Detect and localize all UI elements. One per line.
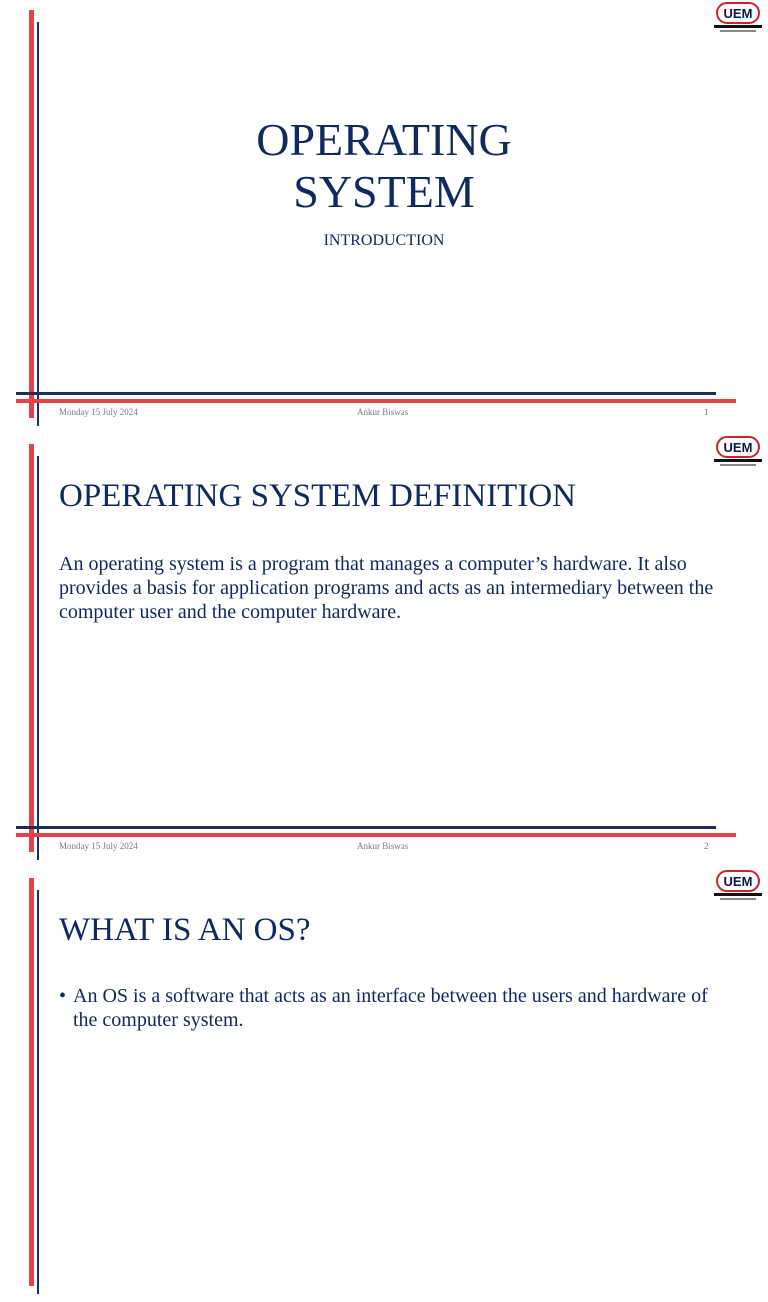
bullet-list — [59, 984, 709, 1032]
page-number: 1 — [704, 407, 709, 417]
logo-text: UEM — [716, 2, 760, 24]
title-line-2: SYSTEM — [293, 166, 475, 217]
footer-divider-red — [16, 399, 736, 403]
accent-bar-navy — [37, 456, 39, 860]
title-line-1: OPERATING — [256, 114, 512, 165]
logo-bar — [714, 893, 762, 896]
logo-tagline-mark — [720, 30, 756, 32]
logo-tagline-mark — [720, 898, 756, 900]
accent-bar-navy — [37, 22, 39, 426]
slide-3 — [0, 868, 768, 1302]
slide-1 — [0, 0, 768, 434]
slide-body-text: An operating system is a program that manages a computer’s hardware. It also provides a basis for application programs and acts as an intermediary between the computer user and the computer hardware. — [59, 553, 714, 623]
page-number: 2 — [704, 841, 709, 851]
slide-title — [200, 114, 568, 218]
bullet-item: • An OS is a software that acts as an interface between the users and hardware of the computer system. — [59, 984, 709, 1032]
accent-bar-red — [29, 444, 34, 852]
uem-logo — [714, 870, 764, 904]
footer-date: Monday 15 July 2024 — [59, 407, 138, 417]
footer-author: Ankur Biswas — [357, 841, 409, 851]
footer-divider-navy — [16, 392, 716, 395]
logo-text: UEM — [716, 870, 760, 892]
accent-bar-navy — [37, 890, 39, 1294]
footer-divider-navy — [16, 826, 716, 829]
accent-bar-red — [29, 878, 34, 1286]
logo-tagline-mark — [720, 464, 756, 466]
slide-heading: OPERATING SYSTEM DEFINITION — [59, 478, 576, 514]
footer-author: Ankur Biswas — [357, 407, 409, 417]
slide-heading: WHAT IS AN OS? — [59, 912, 311, 948]
logo-bar — [714, 459, 762, 462]
logo-text: UEM — [716, 436, 760, 458]
slide-2 — [0, 434, 768, 868]
uem-logo — [714, 436, 764, 470]
footer-divider-red — [16, 833, 736, 837]
uem-logo — [714, 2, 764, 36]
footer-date: Monday 15 July 2024 — [59, 841, 138, 851]
logo-bar — [714, 25, 762, 28]
slide-subtitle: INTRODUCTION — [323, 232, 445, 249]
accent-bar-red — [29, 10, 34, 418]
